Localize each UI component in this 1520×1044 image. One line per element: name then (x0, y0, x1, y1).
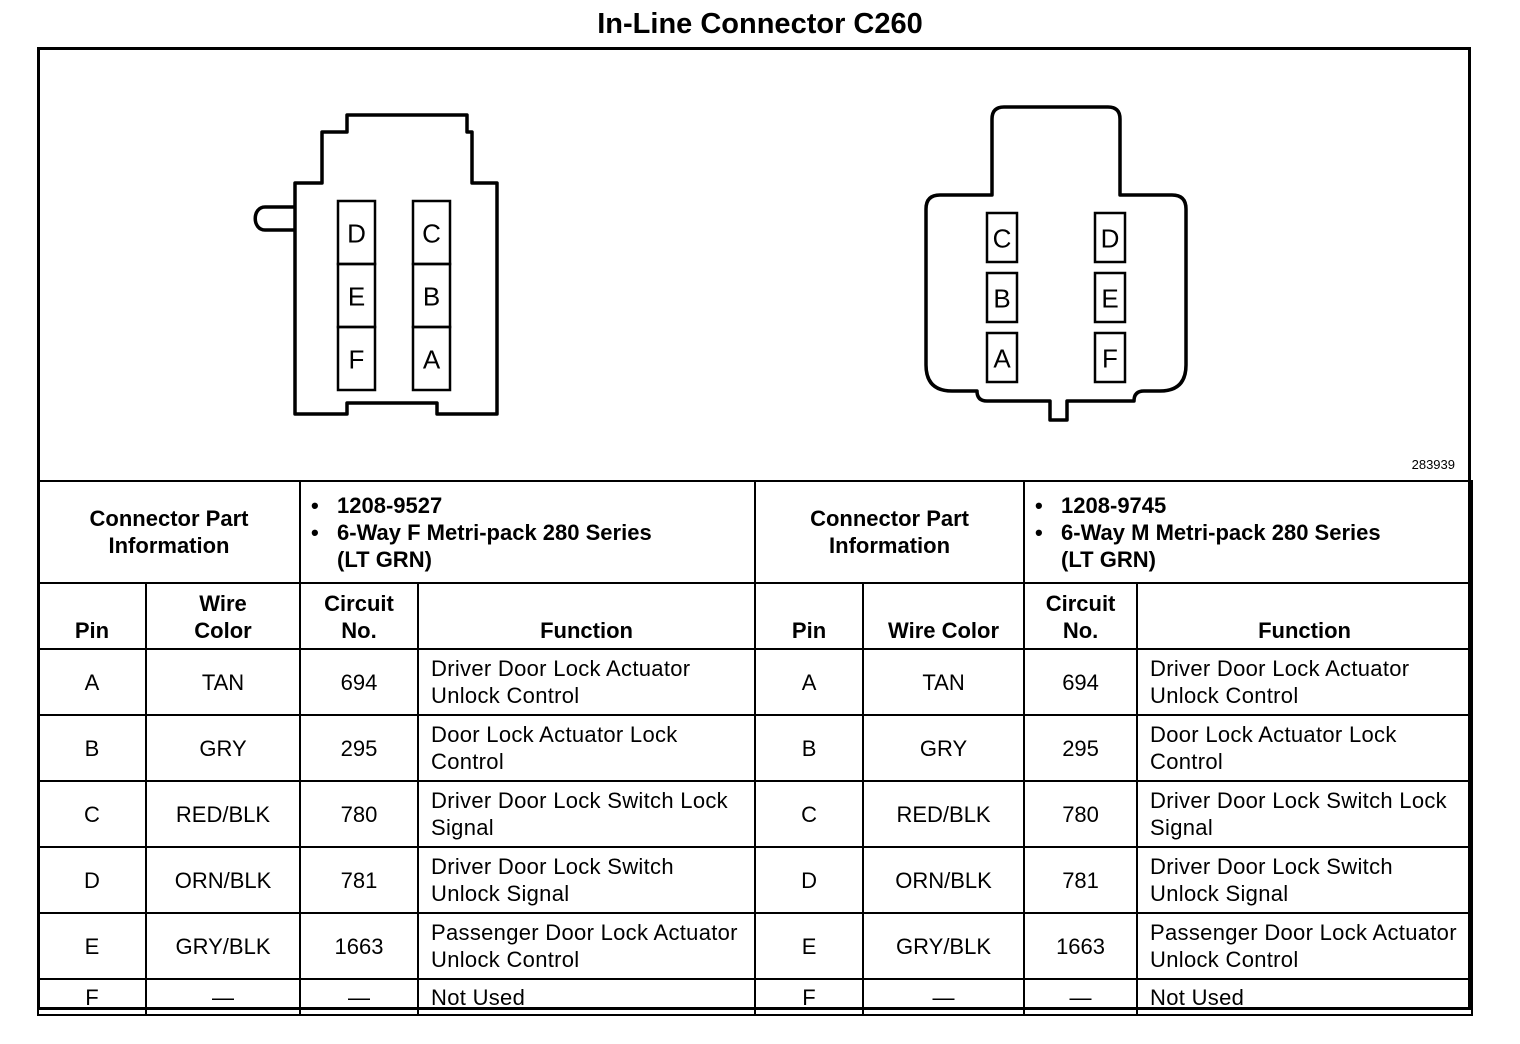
header-circuit-left: Circuit No. (300, 583, 418, 649)
wire-color-cell: TAN (146, 649, 300, 715)
circuit-cell: 295 (1024, 715, 1137, 781)
circuit-cell: — (1024, 979, 1137, 1015)
pin-label: C (422, 218, 441, 249)
pin-cell: D (38, 847, 146, 913)
function-cell: Door Lock Actuator Lock Control (1137, 715, 1472, 781)
header-wire-color-left: Wire Color (146, 583, 300, 649)
part-info-right: • 1208-9745 • 6-Way M Metri-pack 280 Series (LT GRN) (1024, 481, 1472, 583)
circuit-cell: 1663 (1024, 913, 1137, 979)
pin-label: F (1102, 343, 1118, 374)
part-number-right: 1208-9745 (1061, 492, 1167, 518)
function-cell: Driver Door Lock Switch Lock Signal (418, 781, 755, 847)
pin-label: D (347, 218, 366, 249)
circuit-cell: 781 (300, 847, 418, 913)
pin-rows (38, 649, 1472, 1015)
wire-color-cell: ORN/BLK (863, 847, 1024, 913)
pin-label: A (993, 343, 1011, 374)
part-info-left: • 1208-9527 • 6-Way F Metri-pack 280 Series (LT GRN) (300, 481, 755, 583)
function-cell: Not Used (1137, 979, 1472, 1015)
male-connector-outline (926, 107, 1186, 420)
page-title: In-Line Connector C260 (597, 8, 923, 40)
circuit-cell: 781 (1024, 847, 1137, 913)
connector-diagram (37, 47, 1471, 483)
pin-cell: E (755, 913, 863, 979)
part-info-label-right: Connector Part Information (755, 481, 1024, 583)
pin-cell: F (38, 979, 146, 1015)
connector-drawings (37, 47, 1471, 483)
function-cell: Passenger Door Lock Actuator Unlock Control (1137, 913, 1472, 979)
part-color-right: (LT GRN) (1061, 546, 1156, 572)
pin-cell: B (38, 715, 146, 781)
function-cell: Driver Door Lock Actuator Unlock Control (418, 649, 755, 715)
table-row (38, 781, 1472, 847)
header-wire-color-right: Wire Color (863, 583, 1024, 649)
part-info-row (38, 481, 1472, 583)
header-function-left: Function (418, 583, 755, 649)
header-pin-right: Pin (755, 583, 863, 649)
function-cell: Driver Door Lock Switch Unlock Signal (418, 847, 755, 913)
function-cell: Door Lock Actuator Lock Control (418, 715, 755, 781)
table-row (38, 715, 1472, 781)
pin-cell: A (38, 649, 146, 715)
pin-cell: C (755, 781, 863, 847)
wire-color-cell: GRY/BLK (146, 913, 300, 979)
pin-cell: E (38, 913, 146, 979)
header-function-right: Function (1137, 583, 1472, 649)
pin-label: F (348, 344, 365, 375)
pin-cell: A (755, 649, 863, 715)
pin-cell: F (755, 979, 863, 1015)
circuit-cell: 694 (1024, 649, 1137, 715)
part-description-left: 6-Way F Metri-pack 280 Series (337, 519, 652, 545)
pin-label: A (422, 344, 441, 375)
part-info-label-left: Connector Part Information (38, 481, 300, 583)
part-description-right: 6-Way M Metri-pack 280 Series (1061, 519, 1381, 545)
connector-table (37, 480, 1473, 1016)
wire-color-cell: GRY/BLK (863, 913, 1024, 979)
function-cell: Not Used (418, 979, 755, 1015)
wire-color-cell: GRY (863, 715, 1024, 781)
circuit-cell: 780 (300, 781, 418, 847)
wire-color-cell: ORN/BLK (146, 847, 300, 913)
circuit-cell: 1663 (300, 913, 418, 979)
circuit-cell: 780 (1024, 781, 1137, 847)
function-cell: Passenger Door Lock Actuator Unlock Control (418, 913, 755, 979)
part-color-left: (LT GRN) (337, 546, 432, 572)
pin-cell: D (755, 847, 863, 913)
function-cell: Driver Door Lock Switch Unlock Signal (1137, 847, 1472, 913)
wire-color-cell: RED/BLK (863, 781, 1024, 847)
wire-color-cell: TAN (863, 649, 1024, 715)
male-pin-grid (987, 213, 1125, 382)
function-cell: Driver Door Lock Switch Lock Signal (1137, 781, 1472, 847)
header-pin-left: Pin (38, 583, 146, 649)
figure-number: 283939 (1411, 457, 1455, 472)
table-row (38, 847, 1472, 913)
pin-label: B (993, 283, 1011, 314)
wire-color-cell: — (863, 979, 1024, 1015)
wire-color-cell: GRY (146, 715, 300, 781)
female-pin-grid (338, 201, 450, 390)
header-circuit-right: Circuit No. (1024, 583, 1137, 649)
pin-cell: C (38, 781, 146, 847)
pin-label: E (1101, 283, 1119, 314)
circuit-cell: — (300, 979, 418, 1015)
table-row (38, 913, 1472, 979)
table-row (38, 649, 1472, 715)
pin-label: C (992, 223, 1012, 254)
table-row (38, 979, 1472, 1015)
circuit-cell: 694 (300, 649, 418, 715)
part-number-left: 1208-9527 (337, 492, 443, 518)
wire-color-cell: — (146, 979, 300, 1015)
wire-color-cell: RED/BLK (146, 781, 300, 847)
pin-label: D (1100, 223, 1120, 254)
pin-label: B (422, 281, 441, 312)
pin-cell: B (755, 715, 863, 781)
function-cell: Driver Door Lock Actuator Unlock Control (1137, 649, 1472, 715)
pin-label: E (347, 281, 366, 312)
circuit-cell: 295 (300, 715, 418, 781)
column-header-row (38, 583, 1472, 649)
